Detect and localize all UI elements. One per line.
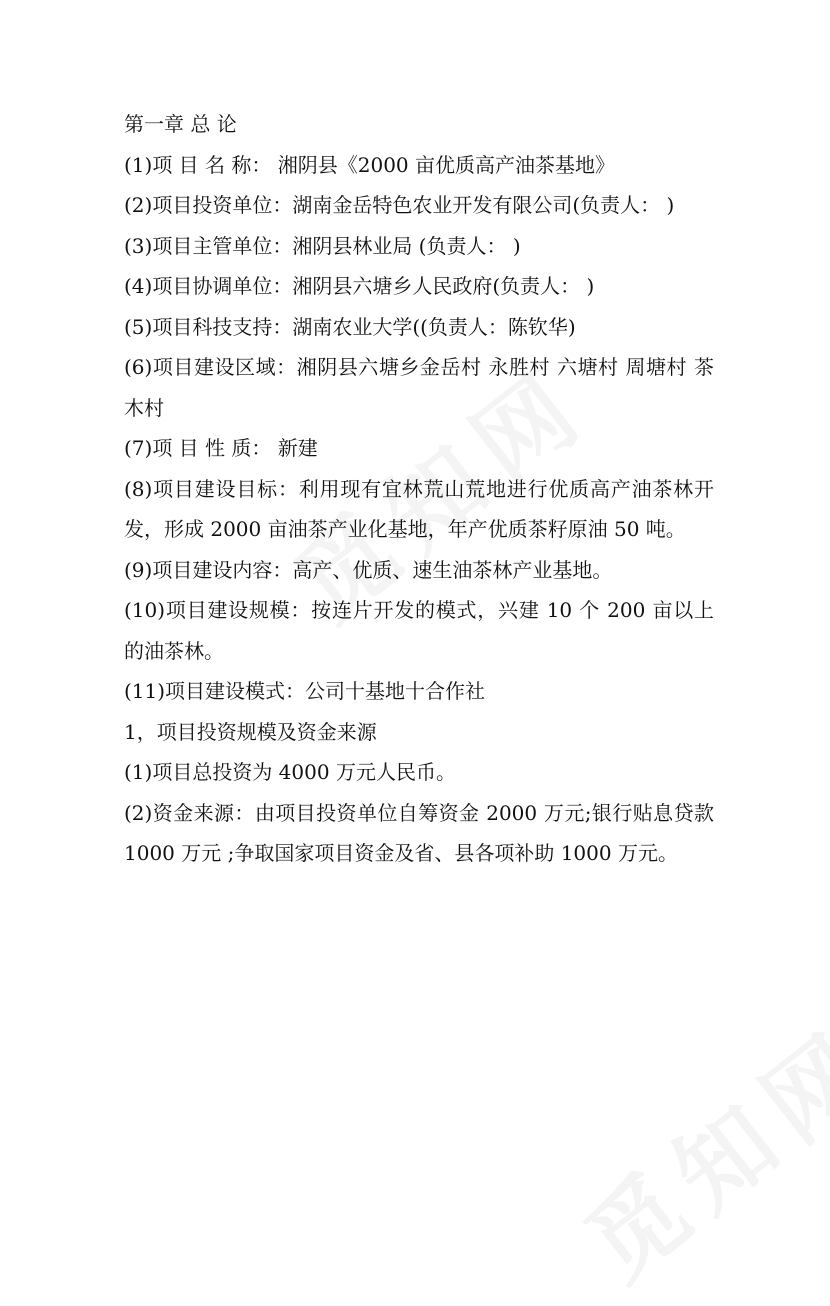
- investment-unit: (2)项目投资单位：湖南金岳特色农业开发有限公司(负责人： ): [124, 193, 675, 217]
- tech-support: (5)项目科技支持：湖南农业大学((负责人：陈钦华): [124, 314, 576, 339]
- watermark-partial: [553, 991, 830, 1306]
- construction-content: (9)项目建设内容：高产、优质、速生油茶林产业基地。: [124, 557, 613, 582]
- coordinating-unit: (4)项目协调单位：湘阴县六塘乡人民政府(负责人： ): [124, 274, 595, 298]
- construction-area: (6)项目建设区域：湘阴县六塘乡金岳村 永胜村 六塘村 周塘村 茶木村: [124, 355, 714, 420]
- total-investment: (1)项目总投资为 4000 万元人民币。: [124, 760, 456, 784]
- construction-goal: (8)项目建设目标：利用现有宜林荒山荒地进行优质高产油茶林开发，形成 2000 亩油茶产业化基地，年产优质茶籽原油 50 吨。: [124, 476, 714, 541]
- supervising-unit: (3)项目主管单位：湘阴县林业局 (负责人： ): [124, 233, 521, 258]
- funding-source: (2)资金来源：由项目投资单位自筹资金 2000 万元;银行贴息贷款 1000 万元 ;争取国家项目资金及省、县各项补助 1000 万元。: [124, 800, 721, 865]
- chapter-title: 第一章 总 论: [124, 112, 237, 136]
- construction-scale: (10)项目建设规模：按连片开发的模式，兴建 10 个 200 亩以上的油茶林。: [124, 598, 714, 663]
- project-name: (1)项 目 名 称： 湘阴县《2000 亩优质高产油茶基地》: [124, 152, 616, 177]
- construction-mode: (11)项目建设模式：公司十基地十合作社: [124, 679, 486, 703]
- project-nature: (7)项 目 性 质： 新建: [124, 436, 318, 460]
- section-heading: 1，项目投资规模及资金来源: [124, 719, 377, 744]
- document-body: [124, 104, 721, 874]
